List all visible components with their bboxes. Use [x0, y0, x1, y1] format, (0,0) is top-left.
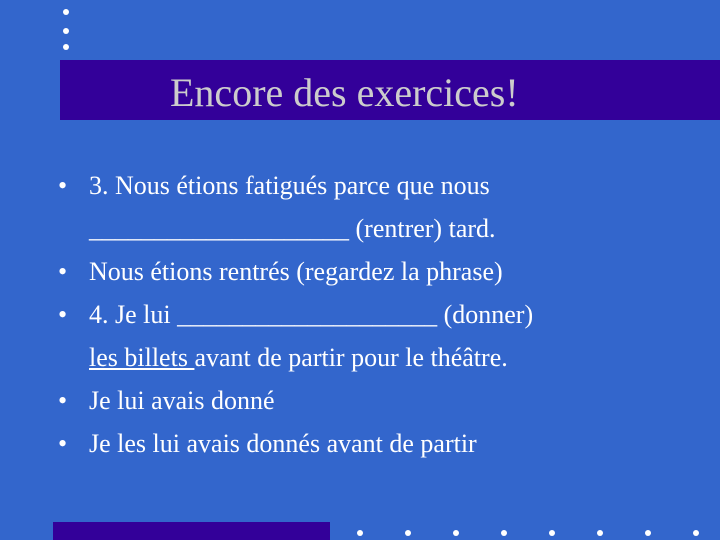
bullet-icon: • — [58, 429, 68, 458]
bullet-text-continuation: ____________________ (rentrer) tard. — [89, 214, 496, 243]
bullet-text: Je lui avais donné — [89, 386, 275, 415]
decor-dot — [405, 530, 411, 536]
bullet-icon: • — [58, 300, 68, 329]
bullet-item — [58, 422, 698, 465]
bullet-text: 4. Je lui ____________________ (donner) — [89, 300, 534, 329]
bullet-text-rest: avant de partir pour le théâtre. — [194, 343, 508, 372]
underlined-phrase: les billets — [89, 343, 195, 372]
decor-dot — [63, 44, 69, 50]
bullet-text: Nous étions rentrés (regardez la phrase) — [89, 257, 503, 286]
decor-dot — [549, 530, 555, 536]
decor-dot — [63, 28, 69, 34]
title-bar — [60, 60, 720, 120]
decor-dot — [645, 530, 651, 536]
decor-dot — [63, 9, 69, 15]
decor-dot — [693, 530, 699, 536]
bullet-item — [58, 293, 698, 379]
decor-dot — [453, 530, 459, 536]
bullet-icon: • — [58, 257, 68, 286]
decor-dot — [501, 530, 507, 536]
slide-title: Encore des exercices! — [170, 70, 519, 115]
decor-dot — [597, 530, 603, 536]
bullet-list — [58, 164, 698, 465]
footer-bar — [53, 522, 330, 540]
bullet-item — [58, 164, 698, 250]
decor-dot — [357, 530, 363, 536]
bullet-text: Je les lui avais donnés avant de partir — [89, 429, 477, 458]
bullet-item — [58, 250, 698, 293]
bullet-item — [58, 379, 698, 422]
bullet-text: 3. Nous étions fatigués parce que nous — [89, 171, 490, 200]
bullet-text-continuation — [89, 336, 698, 379]
bullet-icon: • — [58, 386, 68, 415]
bullet-icon: • — [58, 171, 68, 200]
